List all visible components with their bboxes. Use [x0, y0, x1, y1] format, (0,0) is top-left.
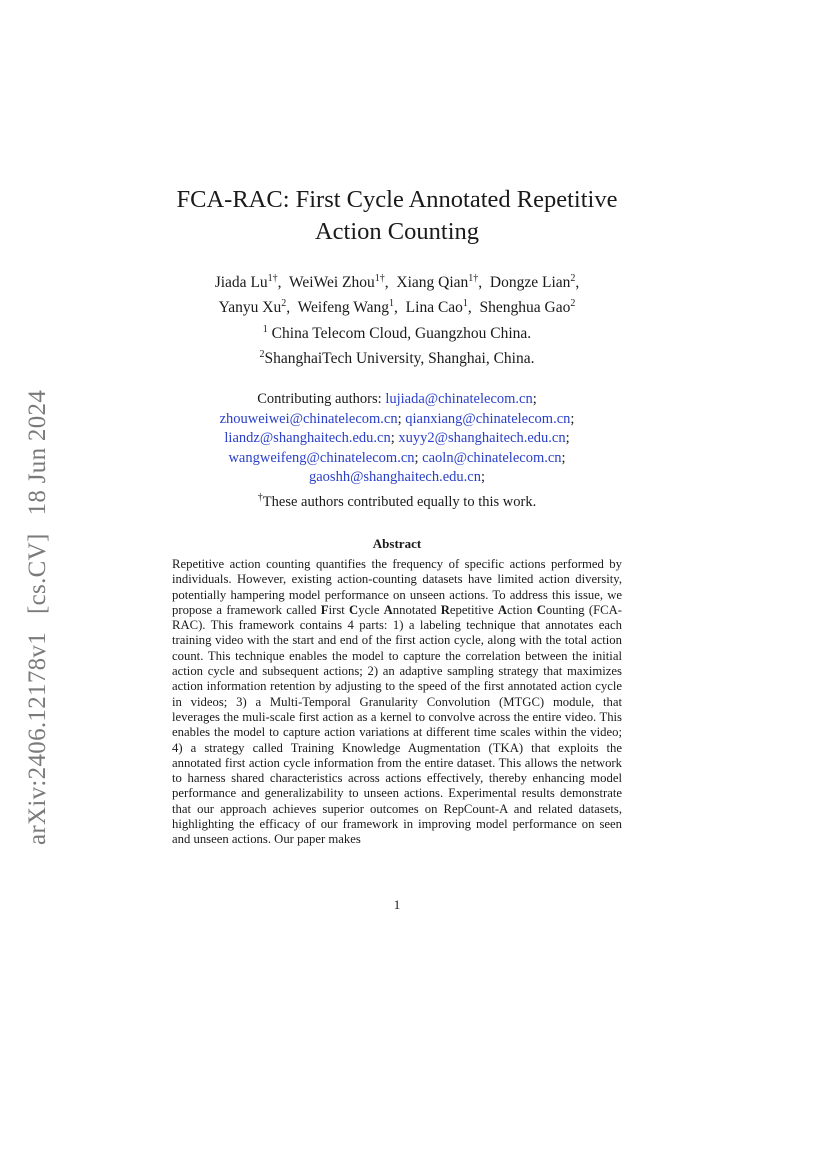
author-mark: 1† — [374, 273, 385, 284]
affiliation-mark: 2 — [259, 349, 265, 361]
acronym-letter: A — [383, 602, 393, 617]
contacts-line-1: Contributing authors: lujiada@chinatelecom.cn; — [257, 391, 537, 407]
contacts-label: Contributing authors: — [257, 391, 386, 407]
author-mark: 1 — [389, 298, 395, 310]
contributing-authors — [150, 390, 644, 512]
contacts-line-2: zhouweiwei@chinatelecom.cn; qianxiang@chinatelecom.cn; — [219, 410, 575, 427]
abstract-body — [172, 557, 622, 848]
affiliation-text: ShanghaiTech University, Shanghai, China. — [264, 350, 535, 368]
affiliation-mark: 1 — [262, 324, 268, 335]
affiliation-2 — [150, 344, 644, 369]
affiliation-1 — [150, 319, 644, 344]
arxiv-id: arXiv:2406.12178v1 — [24, 631, 51, 845]
author-name: Dongze Lian — [489, 274, 571, 292]
author-name: Xiang Qian — [396, 274, 469, 292]
author-name: Jiada Lu — [214, 274, 268, 292]
acronym-letter: C — [536, 602, 546, 617]
contacts-line-4: wangweifeng@chinatelecom.cn; caoln@chinatelecom.cn; — [228, 449, 566, 466]
author-name: Lina Cao — [405, 299, 463, 317]
email-link[interactable]: xuyy2@shanghaitech.edu.cn — [398, 430, 566, 446]
abstract-intro: Repetitive action counting quantifies the frequency of specific actions performed by individuals. However, existing action-counting datasets have limited action diversity, potentially hampering model performance on unseen actions. To address this issue, we propose a framework called — [172, 557, 622, 617]
acronym-word-part: nnotated — [392, 602, 441, 617]
author-list — [150, 268, 644, 318]
author-mark: 2 — [570, 273, 576, 284]
paper-title-line-2: Action Counting — [314, 218, 479, 245]
email-link[interactable]: gaoshh@shanghaitech.edu.cn — [308, 469, 481, 485]
email-link[interactable]: caoln@chinatelecom.cn — [422, 449, 562, 466]
acronym-letter: C — [349, 602, 359, 617]
arxiv-identifier-stamp — [24, 372, 52, 845]
affiliations — [150, 319, 644, 369]
paper-title — [150, 184, 644, 248]
contacts-line-3: liandz@shanghaitech.edu.cn; xuyy2@shanghaitech.edu.cn; — [224, 430, 570, 446]
author-mark: 2 — [281, 298, 287, 310]
author-line-1: Jiada $Lu^{1\dagger}$, WeiWei Zhou$^{1\dagger}$, Xiang Qian$^{1\dagger}$, Dongze Lian$^2$, — [214, 273, 580, 292]
equal-contribution-note — [150, 488, 644, 512]
acronym-word-part: ycle — [358, 602, 384, 617]
email-link[interactable]: wangweifeng@chinatelecom.cn — [228, 449, 415, 466]
acronym-letter: A — [497, 602, 508, 617]
author-name: WeiWei Zhou — [289, 274, 375, 292]
acronym-letter: F — [320, 602, 329, 617]
acronym-letter: R — [440, 602, 450, 617]
author-name: Yanyu Xu — [218, 299, 282, 317]
email-link[interactable]: lujiada@chinatelecom.cn — [385, 391, 533, 407]
page-number: 1 — [393, 897, 401, 912]
email-link[interactable]: liandz@shanghaitech.edu.cn — [224, 430, 391, 446]
email-link[interactable]: qianxiang@chinatelecom.cn — [405, 410, 571, 427]
paper-title-line-1: FCA-RAC: First Cycle Annotated Repetitive — [176, 186, 618, 213]
contacts-line-5: gaoshh@shanghaitech.edu.cn; — [308, 469, 486, 485]
acronym-word-part: irst — [328, 602, 350, 617]
acronym-word-part: epetitive — [449, 602, 498, 617]
author-mark: 1† — [468, 273, 479, 284]
abstract-rest: ounting (FCA-RAC). This framework contains 4 parts: 1) a labeling technique that annotates each training video with the start and end of the first action cycle, along with the total action count. This technique enables the model to capture the correlation between the initial action cycle and subsequent actions; 2) an adaptive sampling strategy that maximizes action information retention by adjusting to the speed of the first annotated action cycle in videos; 3) a Multi-Temporal Granularity Convolution (MTGC) module, that leverages the muli-scale first action as a kernel to convolve across the entire video. This enables the model to capture action variations at different time scales within the video; 4) a strategy called Training Knowledge Augmentation (TKA) that exploits the annotated first action cycle information from the entire dataset. This allows the network to harness shared characteristics across actions effectively, thereby enhancing model performance and generalizability to unseen actions. Experimental results demonstrate that our approach achieves superior outcomes on RepCount-A and related datasets, highlighting the efficacy of our framework in improving model performance on seen and unseen actions. Our paper makes — [172, 602, 623, 847]
arxiv-date: 18 Jun 2024 — [24, 389, 51, 516]
author-mark: 1† — [267, 273, 278, 284]
author-mark: 1 — [462, 298, 468, 310]
affiliation-text: China Telecom Cloud, Guangzhou China. — [267, 325, 532, 343]
equal-contribution-text: These authors contributed equally to this work. — [262, 493, 537, 510]
author-line-2: Yanyu Xu$^2$, Weifeng Wang$^1$, Lina Cao$^1$, Shenghua Gao$^2$ — [218, 298, 576, 317]
acronym-word-part: ction — [507, 602, 537, 617]
author-name: Weifeng Wang — [297, 299, 390, 317]
author-mark: 2 — [570, 298, 576, 310]
dagger-mark: † — [257, 491, 263, 503]
abstract-heading: Abstract — [372, 536, 422, 551]
arxiv-category: [cs.CV] — [24, 533, 51, 614]
author-name: Shenghua Gao — [479, 299, 571, 317]
email-link[interactable]: zhouweiwei@chinatelecom.cn — [219, 410, 398, 427]
